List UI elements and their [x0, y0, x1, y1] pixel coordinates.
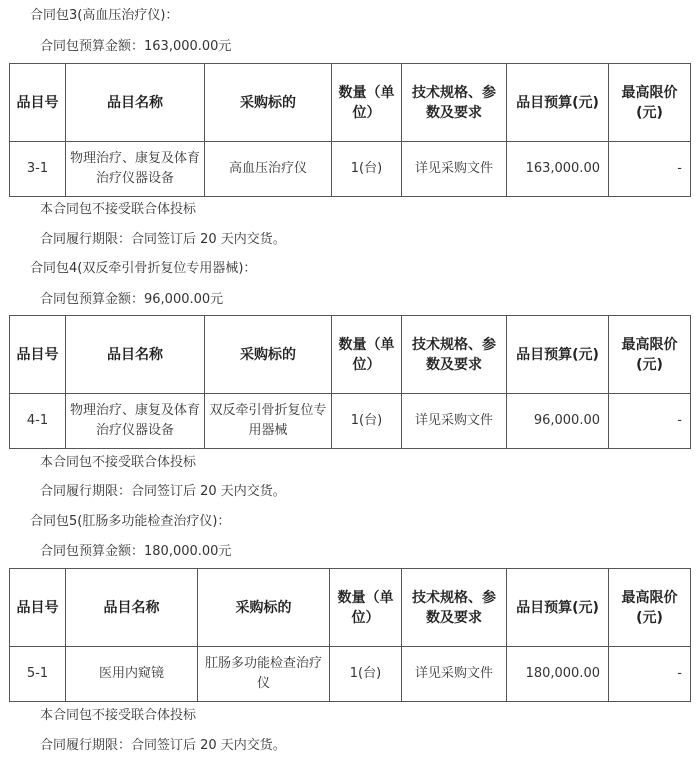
performance-term: 合同履行期限：合同签订后 20 天内交货。	[40, 484, 286, 499]
table-header-row	[10, 316, 691, 394]
package-budget: 合同包预算金额：96,000.00元	[40, 292, 224, 307]
header-budget: 品目预算(元)	[507, 569, 609, 647]
header-spec: 技术规格、参数及要求	[402, 64, 507, 142]
joint-bid-note: 本合同包不接受联合体投标	[40, 708, 197, 723]
cell-item-no: 5-1	[10, 647, 66, 702]
header-target: 采购标的	[205, 316, 332, 394]
package-table	[9, 63, 691, 197]
header-quantity: 数量（单位）	[332, 316, 402, 394]
cell-target: 双反牵引骨折复位专用器械	[205, 394, 332, 449]
cell-quantity: 1(台)	[330, 647, 402, 702]
table-header-row	[10, 64, 691, 142]
cell-spec: 详见采购文件	[402, 142, 507, 197]
table-header-row	[10, 569, 691, 647]
header-quantity: 数量（单位）	[330, 569, 402, 647]
cell-budget: 96,000.00	[507, 394, 609, 449]
header-max-price: 最高限价(元)	[609, 64, 691, 142]
header-max-price: 最高限价(元)	[609, 316, 691, 394]
header-spec: 技术规格、参数及要求	[402, 316, 507, 394]
header-target: 采购标的	[205, 64, 332, 142]
joint-bid-note: 本合同包不接受联合体投标	[40, 455, 197, 470]
package-table	[9, 568, 691, 702]
cell-max-price: -	[609, 647, 691, 702]
header-budget: 品目预算(元)	[507, 316, 609, 394]
package-title: 合同包3(高血压治疗仪)：	[30, 8, 179, 23]
cell-max-price: -	[609, 394, 691, 449]
cell-max-price: -	[609, 142, 691, 197]
cell-item-name: 医用内窥镜	[66, 647, 198, 702]
table-row	[10, 142, 691, 197]
package-title: 合同包5(肛肠多功能检查治疗仪)：	[30, 514, 231, 529]
header-budget: 品目预算(元)	[507, 64, 609, 142]
cell-quantity: 1(台)	[332, 394, 402, 449]
cell-target: 高血压治疗仪	[205, 142, 332, 197]
header-item-name: 品目名称	[66, 569, 198, 647]
cell-budget: 163,000.00	[507, 142, 609, 197]
header-item-no: 品目号	[10, 64, 66, 142]
cell-target: 肛肠多功能检查治疗仪	[198, 647, 330, 702]
performance-term: 合同履行期限：合同签订后 20 天内交货。	[40, 738, 286, 753]
package-budget: 合同包预算金额：180,000.00元	[40, 544, 232, 559]
header-target: 采购标的	[198, 569, 330, 647]
cell-spec: 详见采购文件	[402, 647, 507, 702]
header-item-name: 品目名称	[66, 316, 205, 394]
cell-item-no: 3-1	[10, 142, 66, 197]
performance-term: 合同履行期限：合同签订后 20 天内交货。	[40, 232, 286, 247]
cell-quantity: 1(台)	[332, 142, 402, 197]
cell-item-no: 4-1	[10, 394, 66, 449]
cell-item-name: 物理治疗、康复及体育治疗仪器设备	[66, 394, 205, 449]
header-quantity: 数量（单位）	[332, 64, 402, 142]
table-row	[10, 647, 691, 702]
table-row	[10, 394, 691, 449]
header-item-no: 品目号	[10, 316, 66, 394]
header-max-price: 最高限价(元)	[609, 569, 691, 647]
header-item-name: 品目名称	[66, 64, 205, 142]
joint-bid-note: 本合同包不接受联合体投标	[40, 202, 197, 217]
cell-item-name: 物理治疗、康复及体育治疗仪器设备	[66, 142, 205, 197]
cell-spec: 详见采购文件	[402, 394, 507, 449]
package-title: 合同包4(双反牵引骨折复位专用器械)：	[30, 261, 257, 276]
package-table	[9, 315, 691, 449]
header-item-no: 品目号	[10, 569, 66, 647]
cell-budget: 180,000.00	[507, 647, 609, 702]
package-budget: 合同包预算金额：163,000.00元	[40, 39, 232, 54]
header-spec: 技术规格、参数及要求	[402, 569, 507, 647]
